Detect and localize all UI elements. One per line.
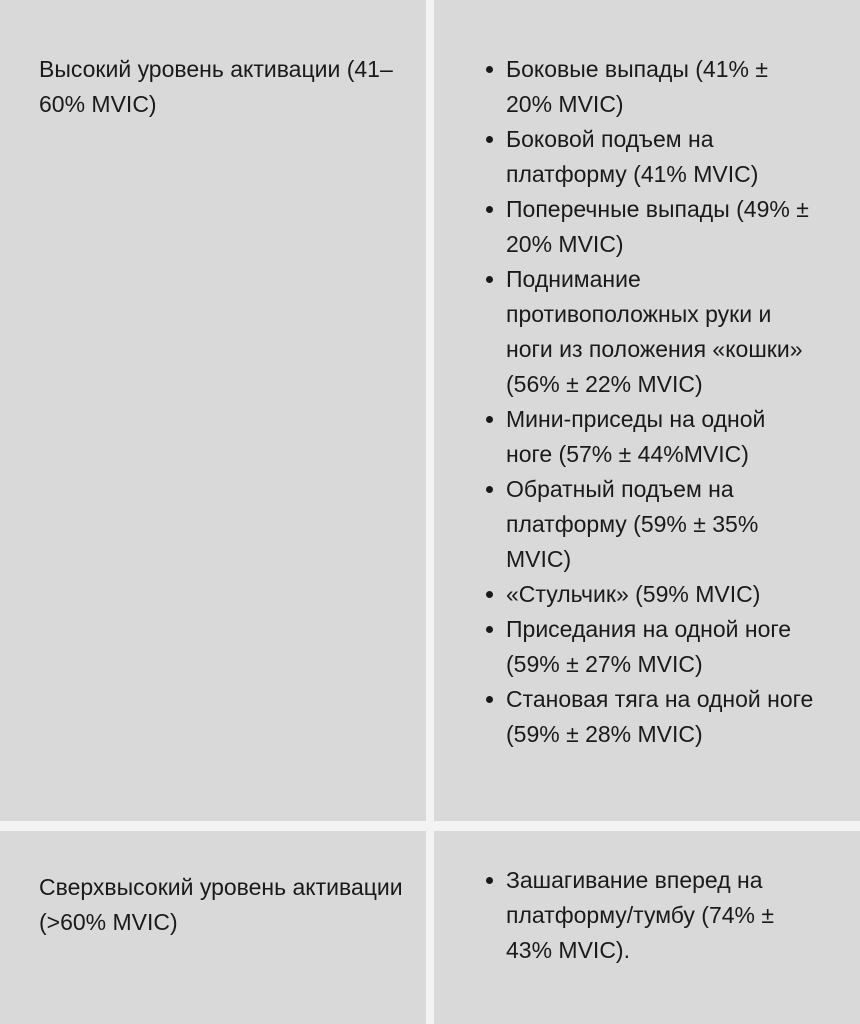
list-item: Становая тяга на одной ноге (59% ± 28% MVIC) — [506, 682, 816, 752]
exercise-list-high — [506, 52, 816, 752]
list-item: «Стульчик» (59% MVIC) — [506, 577, 816, 612]
activation-level-label-high: Высокий уровень активации (41–60% MVIC) — [39, 56, 393, 117]
list-item: Боковой подъем на платформу (41% MVIC) — [506, 122, 816, 192]
table-cell-level-high — [0, 0, 426, 821]
list-item: Приседания на одной ноге (59% ± 27% MVIC) — [506, 612, 816, 682]
activation-level-label-very-high: Сверхвысокий уровень активации (>60% MVIC) — [39, 874, 403, 935]
exercise-list-very-high — [506, 863, 816, 968]
list-item: Поднимание противоположных руки и ноги из положения «кошки» (56% ± 22% MVIC) — [506, 262, 816, 402]
list-item: Боковые выпады (41% ± 20% MVIC) — [506, 52, 816, 122]
list-item: Обратный подъем на платформу (59% ± 35% MVIC) — [506, 472, 816, 577]
list-item: Зашагивание вперед на платформу/тумбу (74% ± 43% MVIC). — [506, 863, 816, 968]
list-item: Мини-приседы на одной ноге (57% ± 44%MVIC) — [506, 402, 816, 472]
list-item: Поперечные выпады (49% ± 20% MVIC) — [506, 192, 816, 262]
